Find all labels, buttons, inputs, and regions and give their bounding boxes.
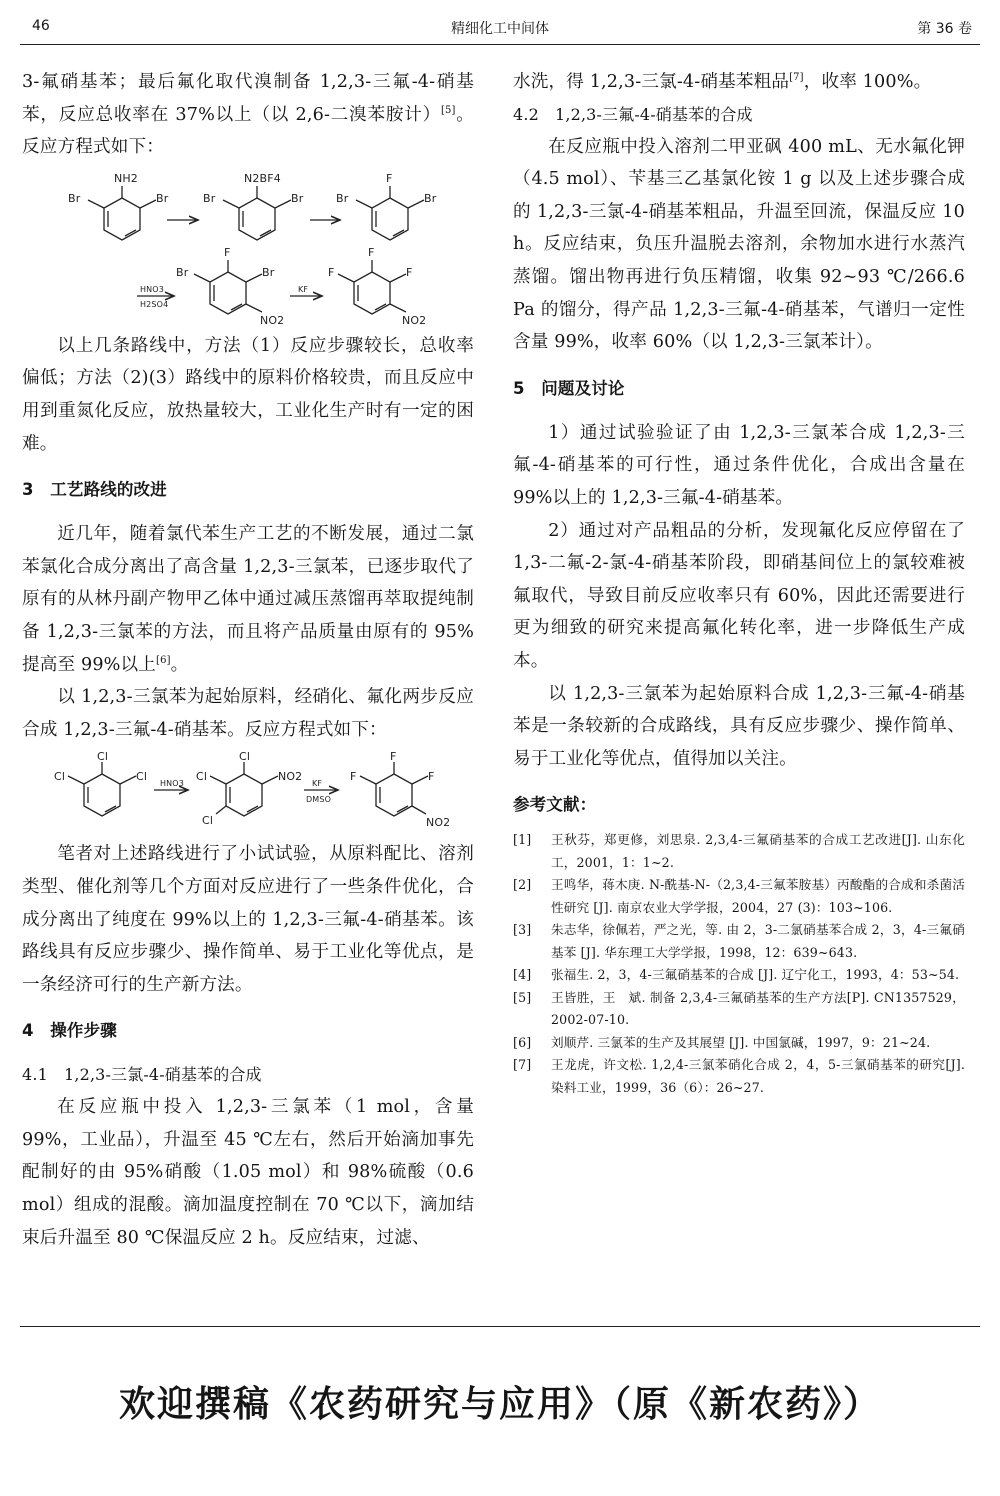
benzene-ring bbox=[210, 272, 246, 314]
svg-text:NO2: NO2 bbox=[402, 313, 427, 327]
svg-text:F: F bbox=[386, 171, 393, 185]
svg-text:Br: Br bbox=[424, 191, 437, 205]
svg-text:F: F bbox=[428, 770, 435, 784]
section-3-heading: 3 工艺路线的改进 bbox=[22, 480, 167, 500]
reference-item: [2] 王鸣华，蒋木庚. N-酰基-N-（2,3,4-三氟苯胺基）丙酸酯的合成和杀菌活性研究 [J]. 南京农业大学学报，2004，27 (3)：103~106. bbox=[513, 877, 965, 915]
svg-text:F: F bbox=[368, 245, 375, 259]
svg-text:N2BF4: N2BF4 bbox=[244, 171, 281, 185]
svg-text:F: F bbox=[224, 245, 231, 259]
section-4-2-paragraph: 在反应瓶中投入溶剂二甲亚砜 400 mL、无水氟化钾（4.5 mol）、苄基三乙基氯化铵 1 g 以及上述步骤合成的 1,2,3-三氯-4-硝基苯粗品，升温至回流，保温反应 10 h。反应结束，负压升温脱去溶剂，余物加水进行水蒸汽蒸馏。馏出物再进行负压精馏，收集 92~93 ℃/266.6 Pa 的馏分，得产品 1,2,3-三氟-4-硝基苯，气谱归一定性含量 99%，收率 60%（以 1,2,3-三氯苯计）。 bbox=[513, 136, 965, 353]
benzene-ring bbox=[376, 774, 412, 816]
conclusion-paragraph: 以 1,2,3-三氯苯为起始原料合成 1,2,3-三氟-4-硝基苯是一条较新的合成路线，具有反应步骤少、操作简单、易于工业化等优点，值得加以关注。 bbox=[513, 683, 965, 769]
section-4-heading: 4 操作步骤 bbox=[22, 1021, 117, 1041]
svg-text:F: F bbox=[406, 265, 413, 279]
svg-text:Br: Br bbox=[291, 191, 304, 205]
reaction-scheme-2 bbox=[22, 752, 474, 838]
svg-text:NO2: NO2 bbox=[426, 816, 451, 830]
section-3-paragraph-3: 笔者对上述路线进行了小试试验，从原料配比、溶剂类型、催化剂等几个方面对反应进行了一些条件优化，合成分离出了纯度在 99%以上的 1,2,3-三氟-4-硝基苯。该路线具有反应步骤少、操作简单、易于工业化等优点，是一条经济可行的生产新方法。 bbox=[22, 844, 474, 995]
reference-item: [3] 朱志华，徐佩若，严之光，等. 由 2，3-二氯硝基苯合成 2，3，4-三氟硝基苯 [J]. 华东理工大学学报，1998，12：639~643. bbox=[513, 922, 965, 960]
svg-text:H2SO4: H2SO4 bbox=[140, 299, 169, 309]
journal-title: 精细化工中间体 bbox=[451, 21, 549, 37]
svg-text:F: F bbox=[328, 265, 335, 279]
reference-list bbox=[513, 829, 965, 1099]
reference-item: [7] 王龙虎，许文松. 1,2,4-三氯苯硝化合成 2，4，5-三氯硝基苯的研究[J]. 染料工业，1999，36（6）：26~27. bbox=[513, 1057, 965, 1095]
continued-paragraph: 水洗，得 1,2,3-三氯-4-硝基苯粗品[7]，收率 100%。 bbox=[513, 72, 932, 92]
benzene-ring bbox=[84, 774, 120, 816]
reference-item: [1] 王秋芬，郑更修，刘思泉. 2,3,4-三氟硝基苯的合成工艺改进[J]. 山东化工，2001，1：1~2. bbox=[513, 832, 965, 870]
left-column bbox=[22, 66, 474, 1254]
volume-label: 第 36 卷 bbox=[917, 21, 972, 37]
svg-text:Cl: Cl bbox=[196, 770, 208, 784]
reference-item: [6] 刘顺芹. 三氯苯的生产及其展望 [J]. 中国氯碱，1997，9：21~24. bbox=[513, 1034, 931, 1050]
svg-text:F: F bbox=[390, 752, 397, 764]
citation-7[interactable]: [7] bbox=[789, 72, 804, 84]
svg-text:Br: Br bbox=[156, 191, 169, 205]
citation-5[interactable]: [5] bbox=[440, 104, 456, 116]
svg-text:F: F bbox=[350, 770, 357, 784]
reference-item: [5] 王皆胜，王 斌. 制备 2,3,4-三氟硝基苯的生产方法[P]. CN1357529，2002-07-10. bbox=[513, 989, 965, 1028]
page-number: 46 bbox=[32, 18, 50, 34]
svg-text:NO2: NO2 bbox=[260, 313, 285, 327]
svg-text:HNO3: HNO3 bbox=[140, 284, 164, 294]
svg-text:Br: Br bbox=[203, 191, 216, 205]
reaction-scheme-1 bbox=[22, 168, 474, 328]
right-column bbox=[513, 66, 965, 1099]
svg-text:KF: KF bbox=[298, 284, 309, 294]
svg-text:Br: Br bbox=[176, 265, 189, 279]
svg-text:NH2: NH2 bbox=[114, 171, 138, 185]
reference-item: [4] 张福生. 2，3，4-三氟硝基苯的合成 [J]. 辽宁化工，1993，4：53~54. bbox=[513, 967, 960, 983]
citation-6[interactable]: [6] bbox=[156, 654, 171, 666]
intro-paragraph: 3-氟硝基苯；最后氟化取代溴制备 1,2,3-三氟-4-硝基苯，反应总收率在 37%以上（以 2,6-二溴苯胺计）[5]。反应方程式如下： bbox=[22, 72, 474, 158]
svg-text:KF: KF bbox=[312, 779, 323, 789]
discussion-point-1: 1）通过试验验证了由 1,2,3-三氯苯合成 1,2,3-三氟-4-硝基苯的可行性，通过条件优化，合成出含量在 99%以上的 1,2,3-三氟-4-硝基苯。 bbox=[513, 422, 965, 508]
svg-text:Cl: Cl bbox=[136, 770, 148, 784]
header-rule bbox=[20, 44, 980, 45]
svg-text:Cl: Cl bbox=[54, 770, 66, 784]
references-heading: 参考文献： bbox=[513, 795, 597, 815]
svg-text:NO2: NO2 bbox=[278, 770, 303, 784]
section-3-paragraph-1: 近几年，随着氯代苯生产工艺的不断发展，通过二氯苯氯化合成分离出了高含量 1,2,3-三氯苯，已逐步取代了原有的从林丹副产物甲乙体中通过减压蒸馏再萃取提纯制备 1,2,3-三氯苯的方法，而且将产品质量由原有的 95%提高至 99%以上[6]。 bbox=[22, 524, 474, 675]
svg-text:DMSO: DMSO bbox=[306, 795, 332, 805]
benzene-ring bbox=[239, 198, 275, 240]
page-header bbox=[20, 14, 980, 42]
route-evaluation: 以上几条路线中，方法（1）反应步骤较长，总收率偏低；方法（2)(3）路线中的原料价格较贵，而且反应中用到重氮化反应，放热量较大，工业化生产时有一定的困难。 bbox=[22, 335, 474, 454]
svg-text:Cl: Cl bbox=[239, 752, 251, 764]
benzene-ring bbox=[226, 774, 262, 816]
svg-text:Cl: Cl bbox=[97, 752, 109, 764]
section-4-1-paragraph: 在反应瓶中投入 1,2,3-三氯苯（1 mol，含量 99%，工业品），升温至 45 ℃左右，然后开始滴加事先配制好的由 95%硝酸（1.05 mol）和 98%硫酸（0.6 mol）组成的混酸。滴加温度控制在 70 ℃以下，滴加结束后升温至 80 ℃保温反应 2 h。反应结束，过滤、 bbox=[22, 1097, 474, 1248]
svg-text:HNO3: HNO3 bbox=[160, 779, 184, 789]
discussion-point-2: 2）通过对产品粗品的分析，发现氟化反应停留在了 1,3-二氟-2-氯-4-硝基苯阶段，即硝基间位上的氯较难被氟取代，导致目前反应收率只有 60%，因此还需要进行更为细致的研究来提高氟化转化率，进一步降低生产成本。 bbox=[513, 520, 965, 671]
benzene-ring bbox=[372, 198, 408, 240]
benzene-ring bbox=[354, 272, 390, 314]
call-for-papers-banner: 欢迎撰稿《农药研究与应用》（原《新农药》） bbox=[118, 1383, 881, 1425]
svg-text:Cl: Cl bbox=[202, 814, 214, 828]
section-3-paragraph-2: 以 1,2,3-三氯苯为起始原料，经硝化、氟化两步反应合成 1,2,3-三氟-4-硝基苯。反应方程式如下： bbox=[22, 687, 474, 740]
section-4-2-heading: 4.2 1,2,3-三氟-4-硝基苯的合成 bbox=[513, 104, 753, 124]
svg-text:Br: Br bbox=[68, 191, 81, 205]
svg-text:Br: Br bbox=[262, 265, 275, 279]
footer-rule bbox=[20, 1326, 980, 1327]
benzene-ring bbox=[104, 198, 140, 240]
section-4-1-heading: 4.1 1,2,3-三氯-4-硝基苯的合成 bbox=[22, 1065, 262, 1085]
section-5-heading: 5 问题及讨论 bbox=[513, 378, 625, 398]
svg-text:Br: Br bbox=[336, 191, 349, 205]
